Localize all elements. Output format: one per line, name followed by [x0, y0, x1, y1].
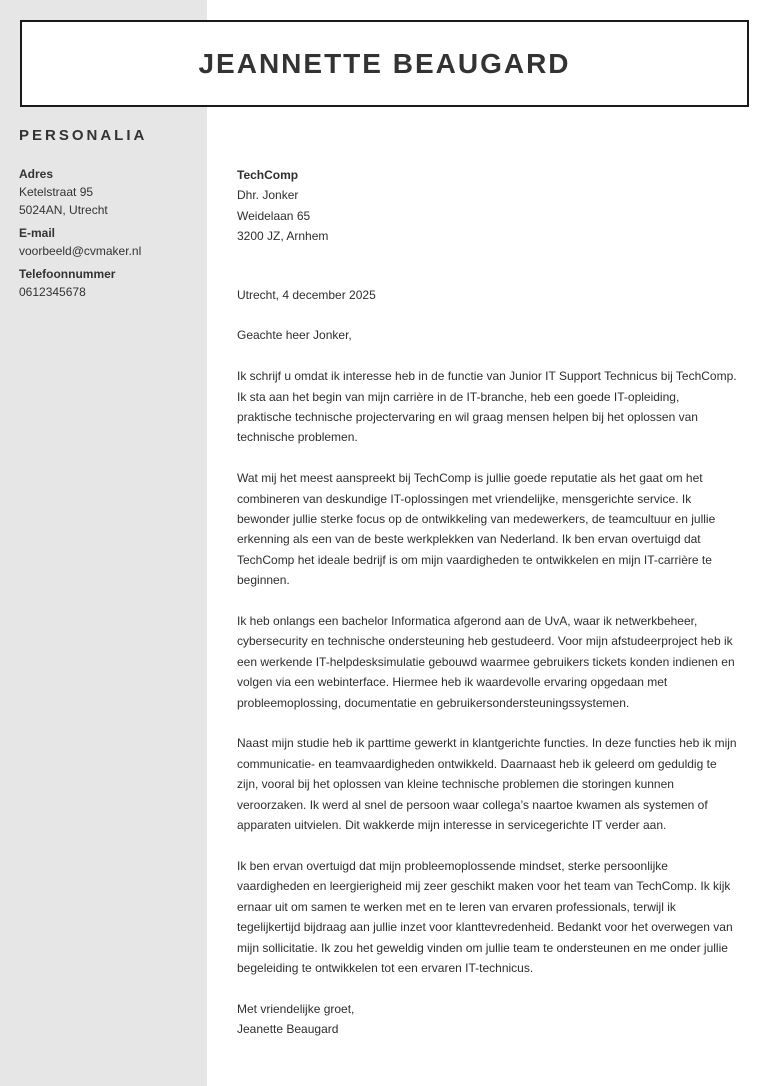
- address-line1: Ketelstraat 95: [19, 185, 94, 199]
- letter-closing: Met vriendelijke groet,: [237, 1001, 355, 1016]
- letter-date: Utrecht, 4 december 2025: [237, 287, 376, 302]
- phone-label: Telefoonnummer: [19, 267, 116, 281]
- letter-signature: Jeanette Beaugard: [237, 1022, 339, 1037]
- letter-paragraph: Ik ben ervan overtuigd dat mijn probleemoplossende mindset, sterke persoonlijke vaardigheden en leergierigheid mij zeer geschikt maken voor het team van TechComp. Ik kijk ernaar uit om samen te werken met en te leren van ervaren professionals, terwijl ik tegelijkertijd bijdraag aan jullie inzet voor klanttevredenheid. Bedankt voor het overwegen van mijn sollicitatie. Ik zou het geweldig vinden om jullie team te ondersteunen en me onder jullie begeleiding te ontwikkelen tot een ervaren IT-technicus.: [237, 858, 733, 975]
- header-name-box: [20, 20, 749, 107]
- phone-value: 0612345678: [19, 285, 86, 299]
- personalia-heading: PERSONALIA: [19, 127, 148, 144]
- phone-block: [19, 265, 204, 301]
- recipient-block: [237, 165, 737, 247]
- email-label: E-mail: [19, 226, 56, 240]
- recipient-contact: Dhr. Jonker: [237, 188, 299, 203]
- letter-paragraph: Wat mij het meest aanspreekt bij TechComp is jullie goede reputatie als het gaat om het combineren van deskundige IT-oplossingen met vriendelijke, mensgerichte service. Ik bewonder jullie sterke focus op de ontwikkeling van medewerkers, de teamcultuur en jullie erkenning als een van de beste werkplekken van Nederland. Ik ben ervan overtuigd dat TechComp het ideale bedrijf is om mijn vaardigheden te ontwikkelen en mijn IT-carrière te beginnen.: [237, 471, 716, 588]
- letter-paragraph: Ik heb onlangs een bachelor Informatica afgerond aan de UvA, waar ik netwerkbeheer, cybersecurity en technische ondersteuning heb gestudeerd. Voor mijn afstudeerproject heb ik een werkende IT-helpdesksimulatie gebouwd waarmee gebruikers tickets konden indienen en volgen via een webinterface. Hiermee heb ik waardevolle ervaring opgedaan met probleemoplossing, documentatie en gebruikersondersteuningssystemen.: [237, 614, 735, 710]
- letter-paragraph: Ik schrijf u omdat ik interesse heb in de functie van Junior IT Support Technicus bij TechComp. Ik sta aan het begin van mijn carrière in de IT-branche, heb een goede IT-opleiding, praktische technische projectervaring en wil graag mensen helpen bij het oplossen van technische problemen.: [237, 369, 737, 445]
- address-block: [19, 165, 204, 219]
- letter-salutation: Geachte heer Jonker,: [237, 328, 352, 343]
- recipient-company: TechComp: [237, 168, 299, 182]
- letter-body: [237, 165, 737, 1040]
- recipient-street: Weidelaan 65: [237, 208, 311, 223]
- recipient-city: 3200 JZ, Arnhem: [237, 229, 329, 244]
- letter-paragraph: Naast mijn studie heb ik parttime gewerkt in klantgerichte functies. In deze functies heb ik mijn communicatie- en teamvaardigheden ontwikkeld. Daarnaast heb ik geleerd om geduldig te zijn, vooral bij het oplossen van kleine technische problemen die storingen kunnen veroorzaken. Ik werd al snel de persoon waar collega’s naartoe kwamen als systemen of apparaten uitvielen. Dit wakkerde mijn interesse in servicegerichte IT verder aan.: [237, 736, 737, 833]
- applicant-name: JEANNETTE BEAUGARD: [198, 47, 571, 79]
- email-block: [19, 224, 204, 260]
- address-label: Adres: [19, 167, 54, 181]
- sidebar: [0, 0, 207, 1086]
- email-value: voorbeeld@cvmaker.nl: [19, 244, 142, 258]
- address-line2: 5024AN, Utrecht: [19, 203, 108, 217]
